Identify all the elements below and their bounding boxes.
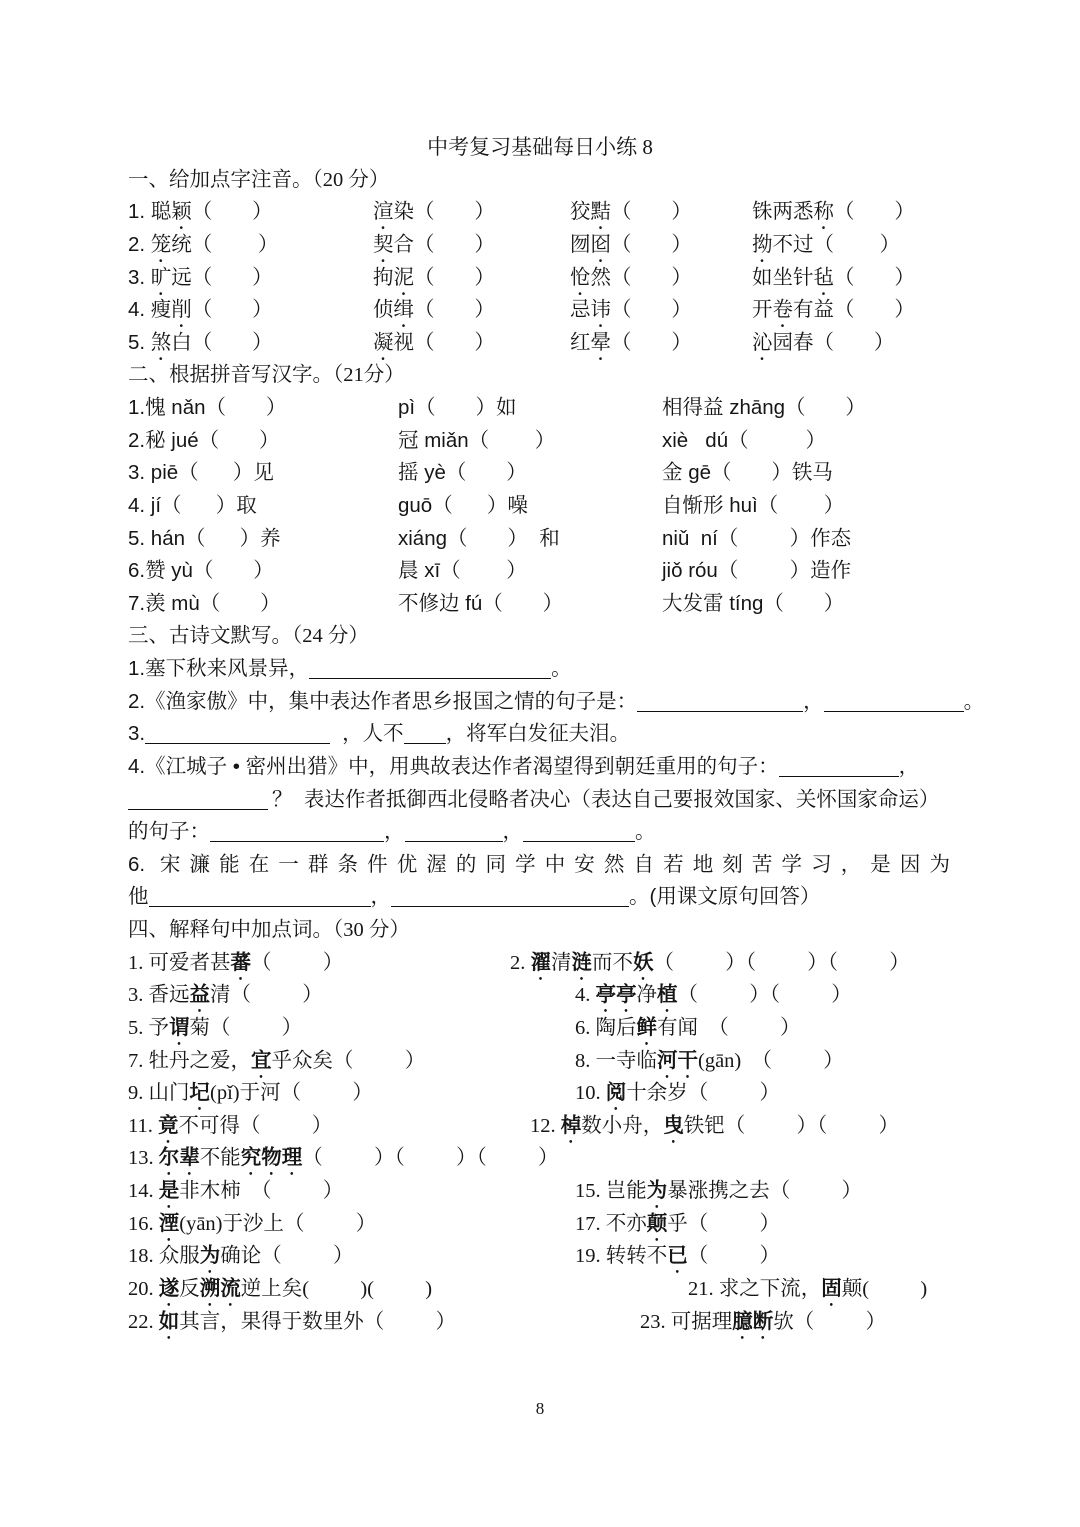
dotted-char: 拗 xyxy=(752,232,773,256)
item-text: （ ） xyxy=(414,265,495,289)
key-word: 溯流 xyxy=(199,1277,241,1300)
item-text: 清（ ） xyxy=(210,984,323,1007)
item-text: （ ） xyxy=(191,200,273,224)
question-text: 他 xyxy=(128,885,149,909)
s2-item xyxy=(128,555,274,588)
key-word: 益 xyxy=(189,984,210,1007)
dotted-char: 晕 xyxy=(590,330,611,354)
item-text: 7.羡 mù（ ） xyxy=(128,591,281,615)
key-word: 如 xyxy=(158,1310,180,1333)
item-text: 8. 一寺临 xyxy=(575,1049,657,1072)
s1-row-5 xyxy=(0,327,1080,360)
item-text: 远（ ） xyxy=(171,265,273,289)
punctuation: 。 xyxy=(551,657,572,680)
item-text: 5. xyxy=(128,330,151,354)
key-word: 颠 xyxy=(646,1212,668,1235)
item-text: 白（ ） xyxy=(171,330,273,354)
poem-question-1 xyxy=(0,653,1080,686)
item-text: 如坐针 xyxy=(752,265,814,289)
s4-row-8 xyxy=(0,1175,1080,1208)
item-text: 其言，果得于数里外（ ） xyxy=(179,1310,456,1333)
dotted-char: 凝 xyxy=(373,330,394,354)
key-word: 臆断 xyxy=(732,1310,774,1333)
s2-item xyxy=(128,392,286,425)
item-text: 22. xyxy=(128,1310,159,1333)
punctuation: ， xyxy=(898,754,920,778)
item-text: 侦 xyxy=(373,298,394,322)
item-text: (pǐ)于河（ ） xyxy=(210,1082,373,1105)
item-text: pì（ ）如 xyxy=(398,396,517,419)
answer-blank xyxy=(309,659,551,679)
key-word: 蕃 xyxy=(230,951,251,974)
s2-row-1 xyxy=(0,392,1080,425)
item-text: 摇 yè（ ） xyxy=(398,461,527,485)
item-text: 暴涨携之去（ ） xyxy=(667,1180,862,1202)
item-text: （ ） xyxy=(611,298,692,322)
s2-row-4 xyxy=(0,490,1080,523)
item-text: 20. xyxy=(128,1277,159,1300)
punctuation: ， xyxy=(370,885,391,909)
dotted-char: 毡 xyxy=(813,265,834,289)
item-text: （ ） xyxy=(834,200,915,224)
item-text: 园春（ ） xyxy=(772,330,895,354)
item-text: 有益（ ） xyxy=(793,298,915,322)
section-3-items xyxy=(0,653,1080,914)
s1-row-3 xyxy=(0,262,1080,295)
dotted-char: 颖 xyxy=(171,200,192,224)
item-text: 6.赞 yù（ ） xyxy=(128,559,274,583)
item-text: 4. jí（ ）取 xyxy=(128,493,257,517)
question-text: 的句子： xyxy=(128,820,210,844)
s4-row-5 xyxy=(0,1077,1080,1110)
s4-item xyxy=(128,1306,456,1344)
item-text: 乎众矣（ ） xyxy=(271,1049,426,1072)
punctuation: ， xyxy=(502,820,523,844)
item-text: 囫 xyxy=(570,232,591,256)
key-word: 阅 xyxy=(605,1082,627,1105)
s2-item xyxy=(662,523,851,556)
s2-row-6 xyxy=(0,555,1080,588)
item-text: 开 xyxy=(752,298,773,322)
item-text: 3. piē（ ）见 xyxy=(128,461,274,485)
s2-item xyxy=(662,457,833,490)
question-text: ，人不 xyxy=(342,722,404,746)
answer-blank xyxy=(824,692,964,712)
key-word: 植 xyxy=(657,984,678,1007)
item-text: 18. 众服 xyxy=(128,1245,200,1268)
answer-blank xyxy=(404,724,446,744)
dotted-char: 渲 xyxy=(373,200,394,224)
item-text: 而不 xyxy=(592,951,633,974)
answer-blank xyxy=(391,887,629,907)
item-text: guō（ ）噪 xyxy=(398,493,528,517)
dotted-char: 卷 xyxy=(772,298,793,322)
key-word: 湮 xyxy=(158,1212,180,1235)
item-text: 23. 可据理 xyxy=(640,1310,733,1333)
dotted-char: 囵 xyxy=(590,232,611,256)
item-text: 反 xyxy=(179,1277,200,1300)
item-text: 合（ ） xyxy=(393,232,495,256)
item-text: 2.秘 jué（ ） xyxy=(128,428,280,452)
s1-row-1 xyxy=(0,196,1080,229)
punctuation: ， xyxy=(803,689,824,713)
key-word: 圮 xyxy=(189,1082,210,1105)
item-text: niǔ ní（ ）作态 xyxy=(662,526,852,550)
item-text: 4. xyxy=(575,984,596,1007)
item-text: （ ） xyxy=(611,330,692,354)
s4-row-6 xyxy=(0,1110,1080,1143)
item-text: 然（ ） xyxy=(590,265,692,289)
poem-question-4-cont xyxy=(0,816,1080,849)
punctuation: ， xyxy=(384,820,405,844)
question-number: 3. xyxy=(128,722,146,746)
s4-row-11 xyxy=(0,1273,1080,1306)
dotted-char: 笼 xyxy=(150,232,172,256)
item-text: （ ） xyxy=(611,200,692,224)
item-text: (gān) （ ） xyxy=(698,1049,844,1072)
item-text: 16. xyxy=(128,1212,159,1235)
poem-question-4-cont xyxy=(0,784,1080,817)
item-text: 十余岁（ ） xyxy=(626,1082,780,1105)
item-text: xiáng（ ） 和 xyxy=(398,526,560,550)
item-text: 逆上矣( )( ) xyxy=(240,1277,433,1300)
item-text: jiǒ róu（ ）造作 xyxy=(662,559,852,583)
item-text: 2. xyxy=(510,951,531,974)
item-text: 4. 瘦 xyxy=(128,298,172,322)
s2-row-7 xyxy=(0,588,1080,621)
item-text: (yān)于沙上（ ） xyxy=(179,1212,377,1235)
key-word: 为 xyxy=(646,1180,668,1202)
s2-item xyxy=(398,490,528,523)
item-text: 11. xyxy=(128,1114,158,1137)
key-word: 妖 xyxy=(633,951,654,974)
item-text: 菊（ ） xyxy=(189,1016,303,1039)
item-text: （ ） xyxy=(611,232,692,256)
page-title: 中考复习基础每日小练 8 xyxy=(427,135,653,159)
answer-blank xyxy=(523,822,635,842)
s2-row-2 xyxy=(0,425,1080,458)
item-text: 相得益 zhāng（ ） xyxy=(662,396,866,419)
s2-item xyxy=(398,425,555,458)
key-word: 亭亭 xyxy=(595,984,637,1007)
item-text: （ ） xyxy=(251,951,344,974)
item-text: 不过（ ） xyxy=(772,232,901,256)
dotted-char: 讳 xyxy=(590,298,611,322)
s2-item xyxy=(398,457,527,490)
item-text: 不能 xyxy=(199,1147,241,1170)
poem-question-2 xyxy=(0,686,1080,719)
key-word: 已 xyxy=(667,1245,688,1268)
item-text: 铁钯（ ）（ ） xyxy=(683,1114,899,1137)
s2-item xyxy=(128,490,257,523)
key-word: 为 xyxy=(199,1245,221,1268)
s2-item xyxy=(128,457,274,490)
item-text: （ ） xyxy=(687,1245,780,1268)
item-text: 忌 xyxy=(570,298,591,322)
answer-blank xyxy=(779,757,899,777)
item-text: 10. xyxy=(575,1082,606,1105)
s2-item xyxy=(662,490,844,523)
item-text: 不修边 fú（ ） xyxy=(398,591,564,615)
question-text: 1.塞下秋来风景异， xyxy=(128,657,310,680)
dotted-char: 缉 xyxy=(393,298,414,322)
question-text: ？ 表达作者抵御西北侵略者决心（表达自己要报效国家、关怀国家命运） xyxy=(272,787,940,811)
dotted-char: 沁 xyxy=(752,330,773,354)
question-text: 。(用课文原句回答） xyxy=(629,885,821,909)
item-text: 欤（ ） xyxy=(773,1310,886,1333)
key-word: 谓 xyxy=(169,1016,190,1039)
answer-blank xyxy=(637,692,803,712)
poem-question-3 xyxy=(0,718,1080,751)
item-text: （ ）（ ）（ ） xyxy=(302,1147,559,1170)
question-text: 2.《渔家傲》中，集中表达作者思乡报国之情的句子是： xyxy=(128,689,638,713)
punctuation: 。 xyxy=(963,689,985,713)
s1-row-2 xyxy=(0,229,1080,262)
s4-row-1 xyxy=(0,947,1080,980)
page-number: 8 xyxy=(535,1399,545,1418)
item-text: 清 xyxy=(551,951,572,974)
item-text: 14. xyxy=(128,1180,159,1202)
key-word: 棹 xyxy=(560,1114,582,1137)
key-word: 遂 xyxy=(158,1277,180,1300)
section-2-heading: 二、根据拼音写汉字。（21分） xyxy=(128,364,405,387)
poem-question-4 xyxy=(0,751,1080,784)
item-text: 不可得（ ） xyxy=(178,1114,333,1137)
answer-blank xyxy=(145,724,330,744)
item-text: 冠 miǎn（ ） xyxy=(398,428,556,452)
answer-blank xyxy=(128,790,268,810)
s4-row-12 xyxy=(0,1306,1080,1339)
s4-item xyxy=(640,1306,886,1344)
item-text: 1.愧 nǎn（ ） xyxy=(128,396,287,419)
item-text: 有闻 （ ） xyxy=(657,1016,801,1039)
dotted-char: 煞 xyxy=(150,330,172,354)
question-text: 4.《江城子 • 密州出猎》中，用典故表达作者渴望得到朝廷重用的句子： xyxy=(128,754,779,778)
dotted-char: 黠 xyxy=(590,200,611,224)
s2-item xyxy=(662,392,866,425)
key-word: 濯 xyxy=(530,951,551,974)
key-word: 究物理 xyxy=(240,1147,303,1170)
item-text: （ ）（ ）（ ） xyxy=(653,951,910,974)
section-1-items xyxy=(0,196,1080,359)
item-text: 统（ ） xyxy=(171,232,279,256)
s1-row-4 xyxy=(0,294,1080,327)
item-text: 1. 可爱者甚 xyxy=(128,951,231,974)
item-text: （ ） xyxy=(834,265,915,289)
s4-row-10 xyxy=(0,1240,1080,1273)
item-text: 5. 予 xyxy=(128,1016,169,1039)
s4-row-7 xyxy=(0,1142,1080,1175)
item-text: 红 xyxy=(570,330,591,354)
key-word: 宜 xyxy=(251,1049,272,1072)
item-text: 7. 牡丹之爱， xyxy=(128,1049,251,1072)
s2-item xyxy=(128,588,281,621)
s2-row-5 xyxy=(0,523,1080,556)
item-text: 21. 求之下流， xyxy=(688,1277,822,1300)
item-text: 晨 xī（ ） xyxy=(398,559,527,583)
key-word: 曳 xyxy=(663,1114,684,1137)
item-text: 2. xyxy=(128,232,151,256)
question-text: ，将军白发征夫泪。 xyxy=(445,722,631,746)
dotted-char: 削 xyxy=(171,298,192,322)
s2-item xyxy=(128,425,280,458)
item-text: 自惭形 huì（ ） xyxy=(662,493,845,517)
dotted-char: 泥 xyxy=(393,265,414,289)
s2-item xyxy=(398,523,560,556)
dotted-char: 契 xyxy=(373,232,394,256)
dotted-char: 称 xyxy=(813,200,834,224)
item-text: 15. 岂能 xyxy=(575,1180,647,1202)
item-text: 9. 山门 xyxy=(128,1082,190,1105)
dotted-char: 旷 xyxy=(150,265,172,289)
item-text: 1. 聪 xyxy=(128,200,172,224)
item-text: 数小舟， xyxy=(581,1114,664,1137)
section-4-items xyxy=(0,947,1080,1339)
section-2-items xyxy=(0,392,1080,620)
item-text: 3. 香远 xyxy=(128,984,190,1007)
s2-row-3 xyxy=(0,457,1080,490)
poem-question-6-cont xyxy=(0,881,1080,914)
item-text: 视（ ） xyxy=(393,330,495,354)
key-word: 竟 xyxy=(158,1114,179,1137)
item-text: 铢两悉 xyxy=(752,200,814,224)
key-word: 尔辈 xyxy=(158,1147,200,1170)
section-4-heading: 四、解释句中加点词。（30 分） xyxy=(128,919,410,941)
item-text: 确论（ ） xyxy=(220,1245,354,1268)
item-text: 6. 陶后 xyxy=(575,1016,637,1039)
s2-item xyxy=(398,588,563,621)
item-text: （ ） xyxy=(191,298,273,322)
key-word: 固 xyxy=(821,1277,842,1300)
item-text: 17. 不亦 xyxy=(575,1212,647,1235)
s2-item xyxy=(662,555,851,588)
answer-blank xyxy=(149,887,371,907)
item-text: 金 gē（ ）铁马 xyxy=(662,461,833,485)
key-word: 涟 xyxy=(571,951,592,974)
item-text: 5. hán（ ）养 xyxy=(128,526,281,550)
item-text: xiè dú（ ） xyxy=(662,428,827,452)
s2-item xyxy=(662,425,826,458)
worksheet-content xyxy=(0,131,1080,1338)
item-text: 13. xyxy=(128,1147,159,1170)
punctuation: 。 xyxy=(635,820,656,844)
item-text: 乎（ ） xyxy=(667,1212,780,1235)
s2-item xyxy=(128,523,281,556)
poem-question-6: 6. 宋濂能在一群条件优渥的同学中安然自若地刻苦学习，是因为 xyxy=(128,852,950,876)
key-word: 是 xyxy=(158,1180,180,1202)
s4-row-4 xyxy=(0,1045,1080,1078)
dotted-char: 怆 xyxy=(570,265,591,289)
item-text: 颠( ) xyxy=(841,1277,928,1300)
section-1-heading: 一、给加点字注音。（20 分） xyxy=(128,168,390,191)
s2-item xyxy=(662,588,844,621)
key-word: 河干 xyxy=(657,1049,698,1072)
s2-item xyxy=(398,555,527,588)
item-text: 12. xyxy=(530,1114,561,1137)
item-text: 19. 转转不 xyxy=(575,1245,668,1268)
item-text: （ ）（ ） xyxy=(677,984,852,1007)
item-text: 净 xyxy=(636,984,657,1007)
answer-blank xyxy=(210,822,384,842)
item-text: 狡 xyxy=(570,200,591,224)
s4-row-9 xyxy=(0,1208,1080,1241)
s4-row-3 xyxy=(0,1012,1080,1045)
item-text: 染（ ） xyxy=(393,200,495,224)
s2-item xyxy=(398,392,516,425)
item-text: 拘 xyxy=(373,265,394,289)
answer-blank xyxy=(405,822,503,842)
item-text: （ ） xyxy=(414,298,495,322)
item-text: 3. xyxy=(128,265,151,289)
section-3-heading: 三、古诗文默写。（24 分） xyxy=(128,625,369,648)
item-text: 大发雷 tíng（ ） xyxy=(662,591,845,615)
s4-row-2 xyxy=(0,979,1080,1012)
item-text: 非木柿 （ ） xyxy=(179,1180,344,1202)
key-word: 鲜 xyxy=(636,1016,657,1039)
